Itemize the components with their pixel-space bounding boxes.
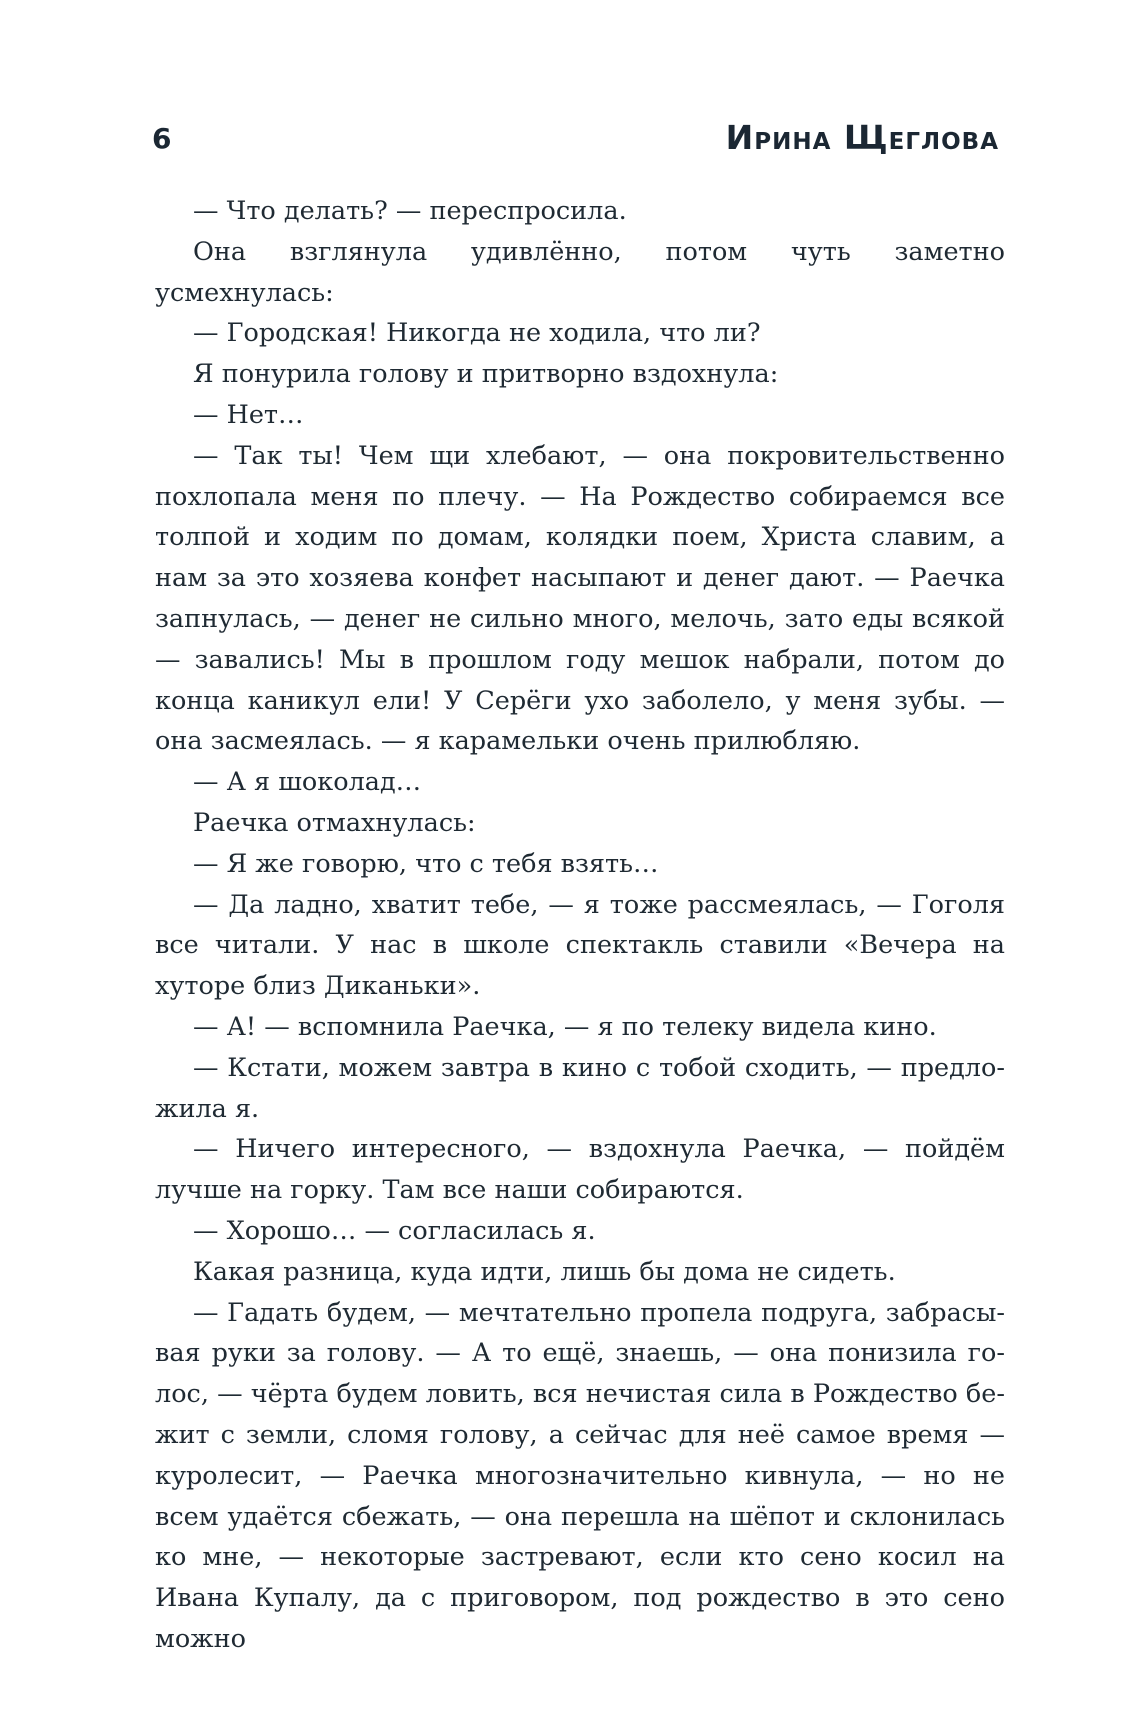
paragraph: Какая разница, куда идти, лишь бы дома не сидеть. bbox=[193, 1256, 896, 1287]
paragraph: Раечка отмахнулась: bbox=[193, 807, 476, 838]
body-text bbox=[155, 191, 1005, 1660]
paragraph: — Да ладно, хватит тебе, — я тоже рассмеялась, — Гоголя все читали. У нас в школе спектакль ставили «Вечера на хуторе близ Диканьки». bbox=[155, 889, 1005, 1002]
paragraph: Она взглянула удивлённо, потом чуть заметно усмехнулась: bbox=[155, 236, 1005, 308]
paragraph: — Нет… bbox=[193, 399, 304, 430]
paragraph: — А! — вспомнила Раечка, — я по телеку видела кино. bbox=[193, 1011, 937, 1042]
running-head: Ирина Щеглова bbox=[725, 118, 999, 157]
paragraph: — Так ты! Чем щи хлебают, — она покровительственно похлопала меня по плечу. — На Рождество собираемся все толпой и ходим по домам, колядки поем, Христа славим, а нам за это хозяева конфет насыпают и денег дают. — Раечка запнулась, — денег не сильно много, мелочь, зато еды всякой — завались! Мы в прошлом году мешок набрали, потом до конца каникул ели! У Серёги ухо заболело, у меня зубы. — она засмеялась. — я карамельки очень прилюбляю. bbox=[155, 440, 1005, 757]
paragraph: Я понурила голову и притворно вздохнула: bbox=[193, 359, 779, 390]
paragraph: — Что делать? — переспросила. bbox=[193, 196, 627, 226]
paragraph: — Ничего интересного, — вздохнула Раечка, — пойдём лучше на горку. Там все наши собираются. bbox=[155, 1134, 1005, 1206]
page-number: 6 bbox=[152, 122, 172, 155]
paragraph: — Хорошо… — согласилась я. bbox=[193, 1215, 596, 1246]
paragraph: — Я же говорю, что с тебя взять… bbox=[193, 848, 659, 879]
paragraph: — Кстати, можем завтра в кино с тобой сходить, — предложила я. bbox=[155, 1052, 1005, 1124]
paragraph: — Гадать будем, — мечтательно пропела подруга, забрасывая руки за голову. — А то ещё, знаешь, — она понизила голос, — чёрта будем ловить, вся нечистая сила в Рождество бежит с земли, сломя голову, а сейчас для неё самое время — куролесит, — Раечка многозначительно кивнула, — но не всем удаётся сбежать, — она перешла на шёпот и склонилась ко мне, — некоторые застревают, если кто сено косил на Ивана Купалу, да с приговором, под рождество в это сено можно bbox=[155, 1297, 1005, 1654]
paragraph: — Городская! Никогда не ходила, что ли? bbox=[193, 318, 761, 349]
paragraph: — А я шоколад… bbox=[193, 767, 422, 798]
